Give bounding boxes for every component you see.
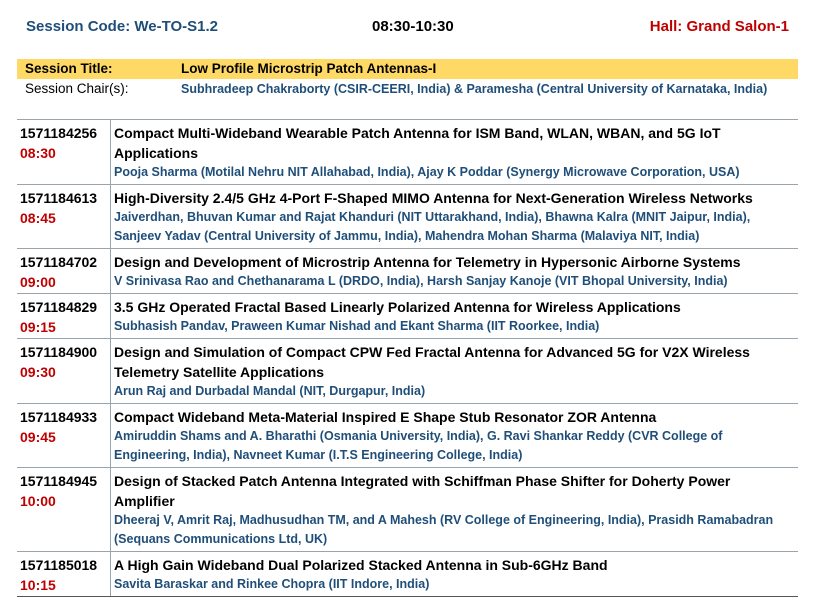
paper-title: A High Gain Wideband Dual Polarized Stacked Antenna in Sub-6GHz Band <box>114 557 608 573</box>
paper-authors: Dheeraj V, Amrit Raj, Madhusudhan TM, and A Mahesh (RV College of Engineering, India), Prasidh Ramabadran (Sequans Communications Ltd, UK) <box>114 513 774 546</box>
paper-authors: Arun Raj and Durbadal Mandal (NIT, Durgapur, India) <box>114 384 426 398</box>
paper-info <box>111 185 798 248</box>
paper-row <box>17 404 798 468</box>
paper-id: 1571185018 <box>20 557 98 573</box>
paper-title: High-Diversity 2.4/5 GHz 4-Port F-Shaped MIMO Antenna for Next-Generation Wireless Networks <box>114 190 753 206</box>
session-hall: Hall: Grand Salon-1 <box>649 18 789 35</box>
paper-id: 1571184900 <box>20 344 98 360</box>
paper-info <box>111 468 798 551</box>
session-header <box>0 16 816 38</box>
paper-row <box>17 185 798 249</box>
paper-info <box>111 339 798 403</box>
paper-row <box>17 552 798 597</box>
paper-time: 09:00 <box>20 274 56 290</box>
paper-time: 10:15 <box>20 577 56 593</box>
paper-authors: Savita Baraskar and Rinkee Chopra (IIT Indore, India) <box>114 577 430 591</box>
session-chair-label: Session Chair(s): <box>25 81 129 96</box>
paper-title: Compact Multi-Wideband Wearable Patch Antenna for ISM Band, WLAN, WBAN, and 5G IoT Applications <box>114 125 721 161</box>
paper-row <box>17 339 798 404</box>
paper-row <box>17 120 798 185</box>
paper-info <box>111 120 798 184</box>
paper-info <box>111 404 798 467</box>
session-code: Session Code: We-TO-S1.2 <box>26 18 218 35</box>
paper-time: 08:45 <box>20 210 56 226</box>
paper-id: 1571184933 <box>20 409 98 425</box>
paper-title: Design of Stacked Patch Antenna Integrated with Schiffman Phase Shifter for Doherty Power Amplifier <box>114 473 731 509</box>
paper-row <box>17 468 798 552</box>
paper-id: 1571184829 <box>20 299 98 315</box>
paper-title: Compact Wideband Meta-Material Inspired E Shape Stub Resonator ZOR Antenna <box>114 409 657 425</box>
paper-time: 10:00 <box>20 493 56 509</box>
paper-authors: Amiruddin Shams and A. Bharathi (Osmania University, India), G. Ravi Shankar Reddy (CVR College of Engineering, India), Navneet Kumar (I.T.S Engineering College, India) <box>114 429 723 462</box>
paper-meta <box>17 552 111 596</box>
paper-authors: Pooja Sharma (Motilal Nehru NIT Allahabad, India), Ajay K Poddar (Synergy Microwave Corporation, USA) <box>114 165 740 179</box>
paper-row <box>17 294 798 339</box>
session-title-label: Session Title: <box>25 61 113 76</box>
papers-table <box>17 119 798 597</box>
session-info-table <box>17 59 798 99</box>
paper-time: 09:45 <box>20 429 56 445</box>
paper-meta <box>17 294 111 338</box>
paper-title: Design and Development of Microstrip Antenna for Telemetry in Hypersonic Airborne Systems <box>114 254 741 270</box>
session-chair-row <box>17 79 798 99</box>
paper-title: Design and Simulation of Compact CPW Fed Fractal Antenna for Advanced 5G for V2X Wireless Telemetry Satellite Applications <box>114 344 750 380</box>
paper-info <box>111 249 798 293</box>
paper-info <box>111 552 798 596</box>
paper-title: 3.5 GHz Operated Fractal Based Linearly Polarized Antenna for Wireless Applications <box>114 299 681 315</box>
paper-id: 1571184702 <box>20 254 98 270</box>
session-time: 08:30-10:30 <box>372 18 454 35</box>
paper-id: 1571184256 <box>20 125 98 141</box>
paper-time: 09:15 <box>20 319 56 335</box>
paper-id: 1571184945 <box>20 473 98 489</box>
session-title-value: Low Profile Microstrip Patch Antennas-I <box>181 61 437 76</box>
paper-time: 08:30 <box>20 145 56 161</box>
paper-meta <box>17 120 111 184</box>
paper-time: 09:30 <box>20 364 56 380</box>
paper-authors: Jaiverdhan, Bhuvan Kumar and Rajat Khanduri (NIT Uttarakhand, India), Bhawna Kalra (MNIT Jaipur, India), Sanjeev Yadav (Central University of Jammu, India), Mahendra Mohan Sharma (Malaviya NIT, India) <box>114 210 751 243</box>
paper-info <box>111 294 798 338</box>
paper-id: 1571184613 <box>20 190 98 206</box>
paper-authors: Subhasish Pandav, Praween Kumar Nishad and Ekant Sharma (IIT Roorkee, India) <box>114 319 600 333</box>
session-chair-value: Subhradeep Chakraborty (CSIR-CEERI, India) & Paramesha (Central University of Karnataka, India) <box>181 82 768 96</box>
paper-meta <box>17 185 111 248</box>
paper-meta <box>17 404 111 467</box>
paper-meta <box>17 468 111 551</box>
paper-authors: V Srinivasa Rao and Chethanarama L (DRDO, India), Harsh Sanjay Kanoje (VIT Bhopal University, India) <box>114 274 728 288</box>
paper-meta <box>17 339 111 403</box>
session-title-row <box>17 59 798 79</box>
paper-meta <box>17 249 111 293</box>
paper-row <box>17 249 798 294</box>
